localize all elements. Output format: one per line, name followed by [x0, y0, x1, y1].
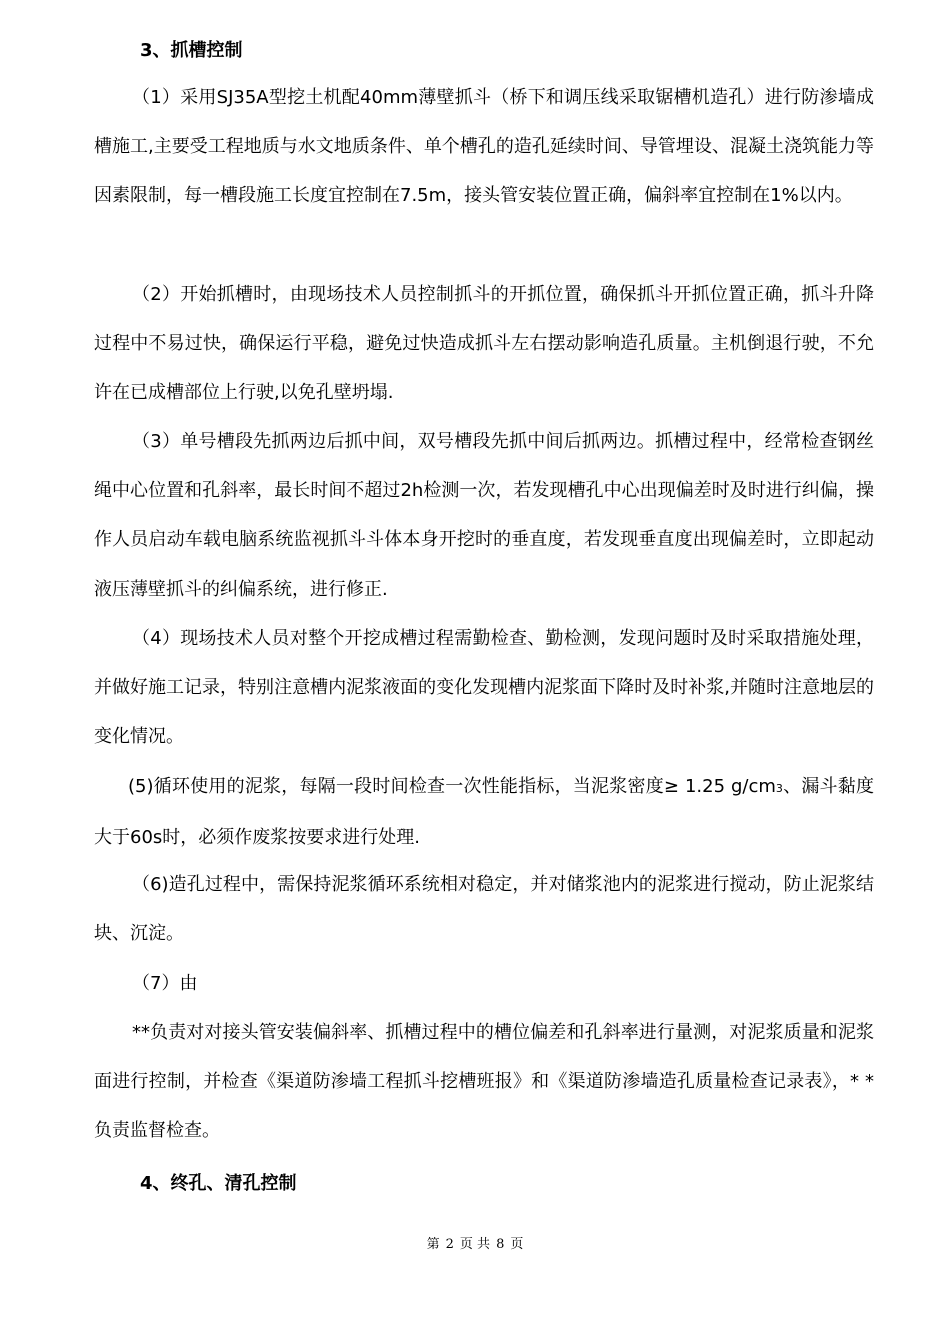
section-heading-3: 3、抓槽控制 [140, 40, 243, 61]
paragraph-1: （1）采用SJ35A型挖土机配40mm薄壁抓斗（桥下和调压线采取锯槽机造孔）进行防渗墙成槽施工,主要受工程地质与水文地质条件、单个槽孔的造孔延续时间、导管埋设、混凝土浇筑能力等因素限制，每一槽段施工长度宜控制在7.5m，接头管安装位置正确，偏斜率宜控制在1%以内。 [94, 87, 874, 207]
paragraph-2: （2）开始抓槽时，由现场技术人员控制抓斗的开抓位置，确保抓斗开抓位置正确，抓斗升降过程中不易过快，确保运行平稳，避免过快造成抓斗左右摆动影响造孔质量。主机倒退行驶，不允许在已成槽部位上行驶,以免孔壁坍塌. [94, 284, 874, 404]
footer-page-number: 2 [445, 1237, 454, 1252]
footer-total-pages: 8 [496, 1237, 505, 1252]
paragraph-6: （6)造孔过程中，需保持泥浆循环系统相对稳定，并对储浆池内的泥浆进行搅动，防止泥浆结块、沉淀。 [94, 874, 874, 945]
footer-mid: 页 共 [459, 1237, 491, 1252]
footer-prefix: 第 [426, 1237, 440, 1252]
paragraph-4: （4）现场技术人员对整个开挖成槽过程需勤检查、勤检测，发现问题时及时采取措施处理，并做好施工记录，特别注意槽内泥浆液面的变化发现槽内泥浆面下降时及时补浆,并随时注意地层的变化情况。 [94, 628, 874, 748]
paragraph-5-unit-superscript: 3 [775, 782, 783, 795]
paragraph-7: （7）由 [132, 973, 198, 994]
paragraph-5-text-a: (5)循环使用的泥浆，每隔一段时间检查一次性能指标，当泥浆密度≥ 1.25 g/cm [128, 776, 776, 797]
page-footer [0, 1233, 950, 1252]
paragraph-8: **负责对对接头管安装偏斜率、抓槽过程中的槽位偏差和孔斜率进行量测，对泥浆质量和泥浆面进行控制，并检查《渠道防渗墙工程抓斗挖槽班报》和《渠道防渗墙造孔质量检查记录表》，* * 负责监督检查。 [94, 1022, 874, 1142]
paragraph-5 [94, 762, 874, 862]
section-heading-4: 4、终孔、清孔控制 [140, 1173, 297, 1194]
footer-suffix: 页 [510, 1237, 524, 1252]
paragraph-5-text-b: 、漏斗黏度大于60s时，必须作废浆按要求进行处理. [94, 776, 874, 849]
paragraph-3: （3）单号槽段先抓两边后抓中间，双号槽段先抓中间后抓两边。抓槽过程中，经常检查钢丝绳中心位置和孔斜率，最长时间不超过2h检测一次，若发现槽孔中心出现偏差时及时进行纠偏，操作人员启动车载电脑系统监视抓斗斗体本身开挖时的垂直度，若发现垂直度出现偏差时，立即起动液压薄壁抓斗的纠偏系统，进行修正. [94, 431, 874, 600]
